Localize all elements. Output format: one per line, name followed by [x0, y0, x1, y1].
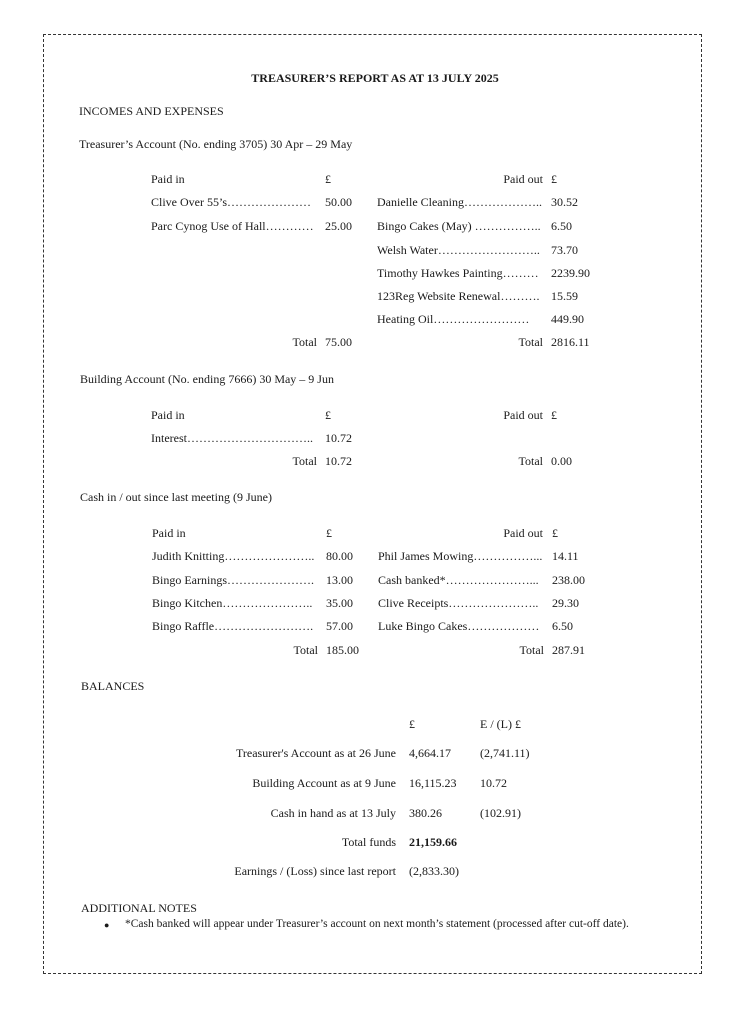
- balance-amount: 380.26: [409, 806, 442, 820]
- paid-out-item: Clive Receipts…………………..: [378, 596, 539, 610]
- paid-in-amount: 50.00: [325, 195, 352, 209]
- paid-out-amount: 2239.90: [551, 266, 590, 280]
- incomes-heading: INCOMES AND EXPENSES: [79, 104, 224, 118]
- balance-amount: 16,115.23: [409, 776, 457, 790]
- paid-in-item: Bingo Raffle…………………….: [152, 619, 314, 633]
- paid-in-item: Judith Knitting…………………..: [152, 549, 315, 563]
- balances-col-el: E / (L) £: [480, 717, 521, 731]
- total-out: 2816.11: [551, 335, 590, 349]
- paid-out-item: Phil James Mowing……………...: [378, 549, 543, 563]
- balance-el: 10.72: [480, 776, 507, 790]
- total-label: Total: [292, 454, 317, 468]
- paid-out-label: Paid out: [503, 526, 543, 540]
- report-title: TREASURER’S REPORT AS AT 13 JULY 2025: [251, 71, 499, 85]
- total-funds-amount: 21,159.66: [409, 835, 457, 849]
- paid-out-item: Cash banked*…………………...: [378, 573, 539, 587]
- paid-in-amount: 80.00: [326, 549, 353, 563]
- balance-label: Treasurer's Account as at 26 June: [235, 746, 396, 760]
- paid-out-item: Timothy Hawkes Painting………: [377, 266, 539, 280]
- paid-out-item: Danielle Cleaning………………..: [377, 195, 542, 209]
- balance-el: (102.91): [480, 806, 521, 820]
- paid-in-amount: 35.00: [326, 596, 353, 610]
- total-out: 0.00: [551, 454, 572, 468]
- paid-out-amount: 14.11: [552, 549, 579, 563]
- total-in: 185.00: [326, 643, 359, 657]
- paid-out-amount: 30.52: [551, 195, 578, 209]
- paid-in-item: Parc Cynog Use of Hall…………: [151, 219, 314, 233]
- balances-col-amount: £: [409, 717, 415, 731]
- balance-label: Building Account as at 9 June: [252, 776, 396, 790]
- paid-out-label: Paid out: [503, 172, 543, 186]
- notes-heading: ADDITIONAL NOTES: [81, 901, 197, 915]
- note-item: *Cash banked will appear under Treasurer’s account on next month’s statement (processed after cut-off date).: [125, 918, 629, 930]
- total-in: 10.72: [325, 454, 352, 468]
- paid-in-item: Interest…………………………..: [151, 431, 313, 445]
- paid-out-amount: 15.59: [551, 289, 578, 303]
- paid-in-amount: 57.00: [326, 619, 353, 633]
- paid-out-label: Paid out: [503, 408, 543, 422]
- paid-out-amount: 449.90: [551, 312, 584, 326]
- earnings-loss-amount: (2,833.30): [409, 864, 459, 878]
- currency-label: £: [551, 172, 557, 186]
- paid-out-item: Welsh Water……………………..: [377, 243, 540, 257]
- currency-label: £: [552, 526, 558, 540]
- balances-heading: BALANCES: [81, 679, 145, 693]
- bullet-icon: ●: [104, 920, 110, 930]
- balance-label: Cash in hand as at 13 July: [270, 806, 396, 820]
- balance-el: (2,741.11): [480, 746, 530, 760]
- section-heading: Treasurer’s Account (No. ending 3705) 30 Apr – 29 May: [79, 137, 353, 151]
- paid-out-amount: 6.50: [551, 219, 572, 233]
- total-out: 287.91: [552, 643, 585, 657]
- section-heading: Cash in / out since last meeting (9 June): [80, 490, 272, 504]
- report-border: [43, 34, 702, 974]
- total-in: 75.00: [325, 335, 352, 349]
- paid-in-label: Paid in: [152, 526, 186, 540]
- total-label: Total: [519, 643, 544, 657]
- paid-in-label: Paid in: [151, 408, 185, 422]
- paid-in-amount: 10.72: [325, 431, 352, 445]
- paid-in-label: Paid in: [151, 172, 185, 186]
- balance-label: Total funds: [341, 835, 396, 849]
- paid-out-amount: 238.00: [552, 573, 585, 587]
- currency-label: £: [551, 408, 557, 422]
- total-label: Total: [293, 643, 318, 657]
- paid-in-item: Clive Over 55’s…………………: [151, 195, 311, 209]
- paid-out-item: 123Reg Website Renewal……….: [377, 289, 540, 303]
- paid-out-amount: 73.70: [551, 243, 578, 257]
- currency-label: £: [326, 526, 332, 540]
- paid-in-item: Bingo Kitchen…………………..: [152, 596, 313, 610]
- paid-out-item: Heating Oil……………………: [377, 312, 530, 326]
- paid-out-item: Bingo Cakes (May) ……………..: [377, 219, 541, 233]
- paid-out-item: Luke Bingo Cakes………………: [378, 619, 540, 633]
- section-heading: Building Account (No. ending 7666) 30 May – 9 Jun: [80, 372, 334, 386]
- currency-label: £: [325, 172, 331, 186]
- total-label: Total: [518, 335, 543, 349]
- currency-label: £: [325, 408, 331, 422]
- paid-in-amount: 25.00: [325, 219, 352, 233]
- balance-label: Earnings / (Loss) since last report: [234, 864, 396, 878]
- total-label: Total: [292, 335, 317, 349]
- paid-out-amount: 29.30: [552, 596, 579, 610]
- balance-amount: 4,664.17: [409, 746, 451, 760]
- paid-in-item: Bingo Earnings………………….: [152, 573, 314, 587]
- total-label: Total: [518, 454, 543, 468]
- paid-in-amount: 13.00: [326, 573, 353, 587]
- paid-out-amount: 6.50: [552, 619, 573, 633]
